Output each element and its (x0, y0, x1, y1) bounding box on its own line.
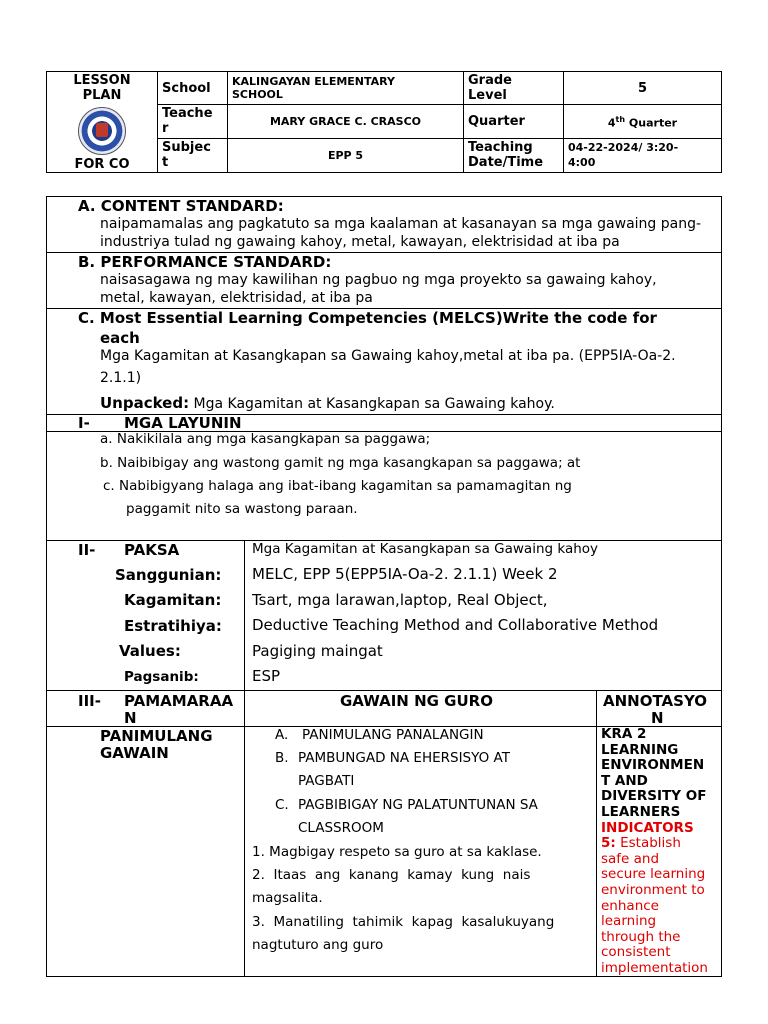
teacher-label: Teache r (158, 105, 228, 138)
melcs-line1: Mga Kagamitan at Kasangkapan sa Gawaing kahoy,metal at iba pa. (EPP5IA-Oa-2. (100, 348, 676, 364)
grade-value: 5 (564, 72, 722, 105)
item-b-text-line1: PAMBUNGAD NA EHERSISYO AT (298, 750, 510, 766)
item-a-text: PANIMULANG PANALANGIN (302, 727, 484, 743)
unpacked-text: Mga Kagamitan at Kasangkapan sa Gawaing kahoy. (189, 396, 555, 412)
subject-value: EPP 5 (228, 138, 464, 172)
panimulang-gawain-line1: PANIMULANG (100, 727, 213, 745)
content-standard-line2: industriya tulad ng gawaing kahoy, metal, kawayan, elektrisidad at iba pa (100, 234, 620, 250)
quarter-value (564, 105, 722, 138)
rule-1: 1. Magbigay respeto sa guro at sa kaklase. (252, 844, 542, 860)
subject-label: Subjec t (158, 138, 228, 172)
annotasyon-header-line1: ANNOTASYO (603, 692, 708, 710)
indicator-line: safe and (601, 850, 660, 867)
pamamaraan-title-line1: PAMAMARAA (124, 692, 234, 710)
estratihiya-value: Deductive Teaching Method and Collaborative Method (252, 616, 659, 634)
pamamaraan-number: III- (78, 692, 101, 710)
kagamitan-value: Tsart, mga larawan,laptop, Real Object, (252, 591, 548, 609)
rule-2-line1: 2. Itaas ang kanang kamay kung nais (252, 867, 531, 883)
indicator-line: environment to (601, 881, 705, 898)
indicator-line: through the (601, 928, 681, 945)
estratihiya-label: Estratihiya: (124, 617, 222, 635)
paksa-title-value: Mga Kagamitan at Kasangkapan sa Gawaing kahoy (252, 541, 599, 557)
performance-standard-line2: metal, kawayan, elektrisidad, at iba pa (100, 290, 373, 306)
kra-line: T AND (601, 772, 648, 789)
deped-seal-logo (78, 107, 126, 155)
indicator-line: enhance (601, 897, 659, 914)
indicator-5-first: Establish (615, 835, 681, 852)
col-divider-1 (244, 540, 245, 977)
indicators-label: INDICATORS (601, 819, 694, 836)
frame-left (46, 196, 47, 977)
unpacked-label: Unpacked: (100, 394, 190, 412)
kra-line: KRA 2 (601, 726, 647, 742)
layunin-item-b: b. Naibibigay ang wastong gamit ng mga kasangkapan sa paggawa; at (100, 455, 581, 471)
kra-block (601, 727, 708, 977)
item-c-letter: C. (275, 797, 289, 813)
layunin-title: MGA LAYUNIN (124, 414, 242, 432)
unpacked-line (100, 394, 555, 412)
school-value: KALINGAYAN ELEMENTARY SCHOOL (228, 72, 464, 105)
paksa-number: II- (78, 541, 96, 559)
header-table (46, 71, 722, 173)
kra-line: ENVIRONMEN (601, 757, 705, 774)
lesson-plan-cell (47, 72, 158, 173)
indicator-5-line (601, 836, 708, 852)
frame-right (721, 196, 722, 977)
for-co-label: FOR CO (74, 157, 130, 172)
values-value: Pagiging maingat (252, 642, 383, 660)
quarter-label: Quarter (464, 105, 564, 138)
indicator-line: secure learning (601, 866, 706, 883)
teaching-label: Teaching Date/Time (464, 138, 564, 172)
pagsanib-value: ESP (252, 667, 281, 685)
kra-line: DIVERSITY OF (601, 788, 707, 805)
layunin-item-a: a. Nakikilala ang mga kasangkapan sa paggawa; (100, 431, 431, 447)
rule-2-line2: magsalita. (252, 890, 323, 906)
quarter-number: 4 (607, 116, 616, 130)
rule-3-line2: nagtuturo ang guro (252, 937, 384, 953)
sanggunian-label: Sanggunian: (115, 566, 222, 584)
teacher-value: MARY GRACE C. CRASCO (228, 105, 464, 138)
paksa-title: PAKSA (124, 541, 180, 559)
indicator-line: consistent (601, 944, 671, 961)
layunin-number: I- (78, 414, 90, 432)
indicator-line: learning (601, 913, 657, 930)
melcs-title-line1: C. Most Essential Learning Competencies (MELCS)Write the code for (78, 309, 657, 327)
content-standard-title: A. CONTENT STANDARD: (78, 197, 284, 215)
panimulang-gawain-line2: GAWAIN (100, 744, 169, 762)
pagsanib-label: Pagsanib: (124, 669, 199, 685)
rule-3-line1: 3. Manatiling tahimik kapag kasalukuyang (252, 914, 555, 930)
pamamaraan-title-line2: N (124, 709, 137, 727)
item-c-text-line2: CLASSROOM (298, 820, 384, 836)
sanggunian-value: MELC, EPP 5(EPP5IA-Oa-2. 2.1.1) Week 2 (252, 565, 558, 583)
quarter-suffix: th (615, 115, 626, 125)
indicator-5-number: 5: (601, 835, 616, 852)
school-label: School (158, 72, 228, 105)
performance-standard-line1: naisasagawa ng may kawilihan ng pagbuo ng mga proyekto sa gawaing kahoy, (100, 272, 657, 288)
item-c-text-line1: PAGBIBIGAY NG PALATUNTUNAN SA (298, 797, 538, 813)
melcs-line2: 2.1.1) (100, 370, 142, 386)
kagamitan-label: Kagamitan: (124, 591, 222, 609)
item-a-letter: A. (275, 727, 289, 743)
lesson-plan-title: LESSON PLAN (73, 73, 131, 103)
indicator-line: implementation (601, 959, 708, 976)
values-label: Values: (119, 642, 181, 660)
melcs-title-line2: each (100, 329, 140, 347)
item-b-letter: B. (275, 750, 289, 766)
kra-line: LEARNING (601, 741, 679, 758)
divider-pamamaraan (46, 690, 722, 691)
grade-label: Grade Level (464, 72, 564, 105)
item-b-text-line2: PAGBATI (298, 773, 355, 789)
quarter-word: Quarter (625, 116, 678, 130)
layunin-item-c-line2: paggamit nito sa wastong paraan. (126, 501, 358, 517)
indicator-5-text (601, 852, 708, 977)
teaching-value: 04-22-2024/ 3:20- 4:00 (564, 138, 722, 172)
kra-line: LEARNERS (601, 803, 681, 820)
layunin-item-c-line1: c. Nabibigyang halaga ang ibat-ibang kagamitan sa pamamagitan ng (103, 478, 572, 494)
performance-standard-title: B. PERFORMANCE STANDARD: (78, 253, 332, 271)
gawain-ng-guro-header: GAWAIN NG GURO (340, 692, 493, 710)
annotasyon-header-line2: N (651, 709, 664, 727)
content-standard-line1: naipamamalas ang pagkatuto sa mga kaalaman at kasanayan sa mga gawaing pang- (100, 216, 702, 232)
col-divider-2 (596, 690, 597, 977)
